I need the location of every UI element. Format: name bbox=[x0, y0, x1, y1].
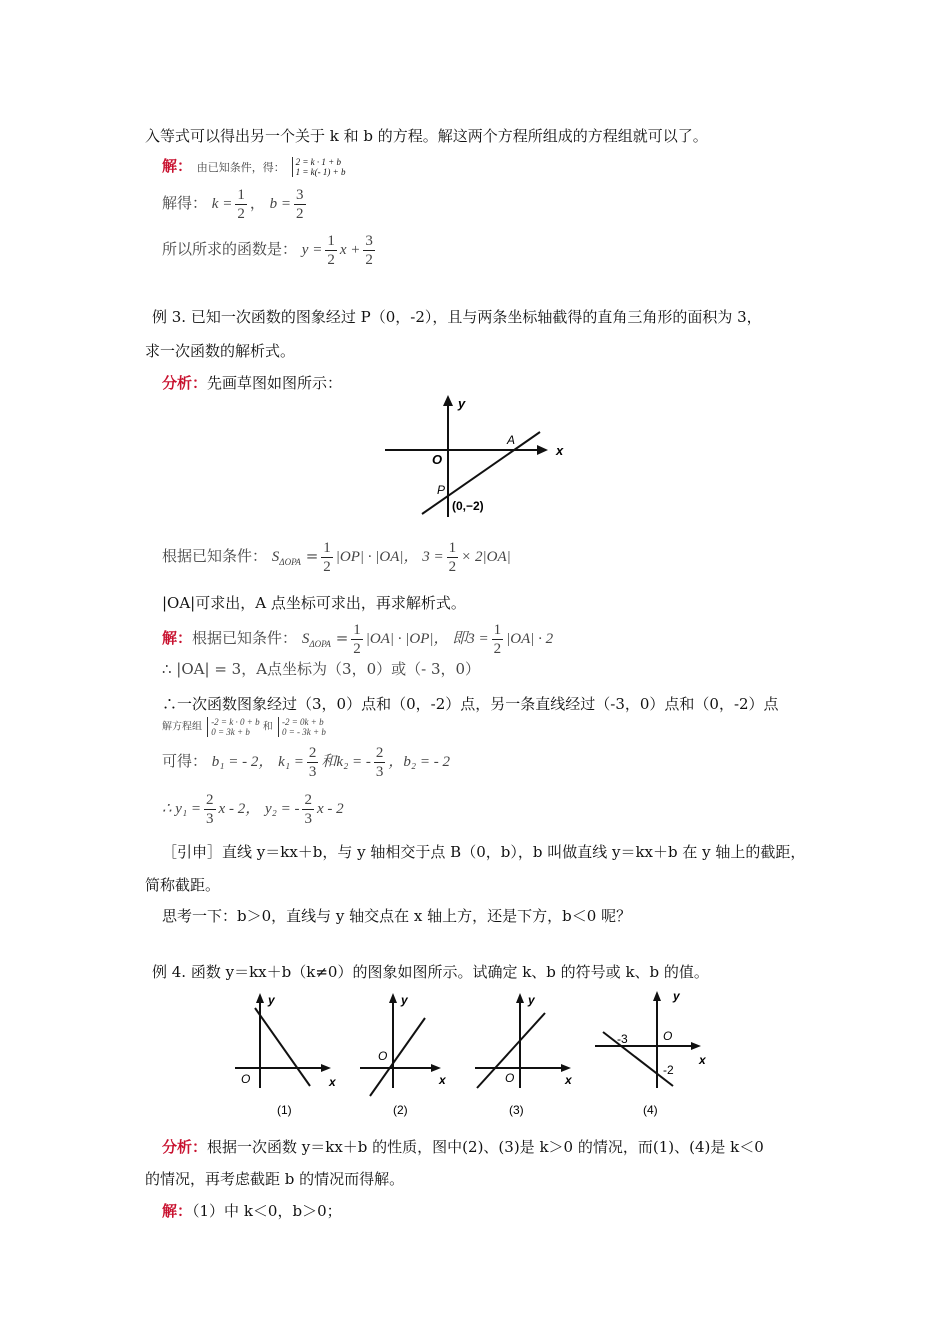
think-line: 思考一下：b＞0，直线与 y 轴交点在 x 轴上方，还是下方，b＜0 呢？ bbox=[162, 907, 632, 925]
svg-text:-2: -2 bbox=[663, 1063, 674, 1077]
svg-text:x: x bbox=[329, 1075, 336, 1089]
therefore-1: ∴ |OA| = 3，A点坐标为（3，0）或（- 3，0） bbox=[162, 660, 481, 678]
graph-2 bbox=[360, 993, 447, 1117]
analysis-3: 分析：先画草图如图所示： bbox=[162, 374, 343, 392]
function-result: 所以所求的函数是： y = $\frac{1}{2}$ x + $\frac{3}{2}$ bbox=[162, 232, 373, 268]
solution-label: 解： bbox=[162, 157, 193, 175]
x-label: x bbox=[556, 443, 564, 458]
graph-4 bbox=[595, 989, 707, 1117]
svg-text:O: O bbox=[241, 1072, 251, 1086]
svg-text:O: O bbox=[505, 1071, 515, 1085]
example-4: 例 4. 函数 y＝kx＋b（k≠0）的图象如图所示。试确定 k、b 的符号或 k、b 的值。 bbox=[152, 963, 709, 981]
svg-text:(1): (1) bbox=[277, 1103, 292, 1117]
solution-3: 解：根据已知条件： $S_{\Delta OPA}$ = $\frac{1}{2}$ |OA| · |OP|， 即3 = $\frac{1}{2}$ |OA| · 2 bbox=[162, 621, 554, 657]
example-4-graphs bbox=[225, 988, 715, 1123]
svg-text:x: x bbox=[439, 1073, 446, 1087]
svg-text:(4): (4) bbox=[643, 1103, 658, 1117]
conditions: 根据已知条件： $S_{\Delta OPA}$ = $\frac{1}{2}$ |OP| · |OA|， 3 = $\frac{1}{2}$ × 2|OA| bbox=[162, 539, 511, 575]
svg-text:-3: -3 bbox=[617, 1032, 628, 1046]
equation-system: 2 = k · 1 + b 1 = k(- 1) + b bbox=[292, 157, 346, 177]
point-p-label: P bbox=[437, 483, 446, 497]
solved-values: 解得： k = $\frac{1}{2}$ ， b = $\frac{3}{2}$ bbox=[162, 186, 304, 222]
graph-3 bbox=[475, 993, 573, 1117]
note-line1: ［引申］直线 y＝kx＋b，与 y 轴相交于点 B（0，b），b 叫做直线 y＝kx＋b 在 y 轴上的截距， bbox=[162, 843, 806, 861]
svg-text:O: O bbox=[663, 1029, 673, 1043]
svg-text:O: O bbox=[378, 1049, 388, 1063]
svg-text:x: x bbox=[565, 1073, 572, 1087]
svg-text:(3): (3) bbox=[509, 1103, 524, 1117]
therefore-2: ∴一次函数图象经过（3，0）点和（0，-2）点，另一条直线经过（-3，0）点和（0，-2）点 bbox=[162, 695, 779, 713]
svg-text:y: y bbox=[673, 989, 680, 1003]
svg-text:y: y bbox=[528, 993, 535, 1007]
note-line2: 简称截距。 bbox=[145, 876, 221, 894]
analysis-4-line2: 的情况，再考虑截距 b 的情况而得解。 bbox=[145, 1170, 405, 1188]
text-line: 入等式可以得出另一个关于 k 和 b 的方程。解这两个方程所组成的方程组就可以了。 bbox=[145, 127, 708, 145]
analysis-4-line1: 分析：根据一次函数 y＝kx＋b 的性质，图中(2)、(3)是 k＞0 的情况，而(1)、(4)是 k＜0 bbox=[162, 1138, 764, 1156]
example-3-line2: 求一次函数的解析式。 bbox=[145, 342, 296, 360]
solution-1: 解： 由已知条件，得： 2 = k · 1 + b 1 = k(- 1) + b bbox=[162, 157, 346, 177]
y-label: y bbox=[458, 396, 466, 411]
svg-text:y: y bbox=[401, 993, 408, 1007]
result-values: 可得： b₁ = - 2， k₁ = $\frac{2}{3}$ 和k₂ = - $\frac{2}{3}$ ，b₂ = - 2 bbox=[162, 744, 451, 780]
point-a-label: A bbox=[507, 433, 516, 447]
svg-text:x: x bbox=[699, 1053, 706, 1067]
solution-4: 解：（1）中 k＜0，b＞0； bbox=[162, 1202, 342, 1220]
svg-text:y: y bbox=[268, 993, 275, 1007]
point-p-coord: (0,−2) bbox=[452, 499, 484, 513]
graph-1 bbox=[235, 993, 337, 1117]
sketch-graph bbox=[380, 392, 580, 522]
origin-label: O bbox=[432, 452, 443, 467]
equation-systems: 解方程组 -2 = k · 0 + b 0 = 3k + b 和 -2 = 0k + b 0 = - 3k + b bbox=[162, 717, 326, 737]
final-functions: ∴ y₁ = $\frac{2}{3}$ x - 2， y₂ = - $\frac{2}{3}$ x - 2 bbox=[162, 791, 344, 827]
oa-line: |OA|可求出，A 点坐标可求出，再求解析式。 bbox=[162, 594, 466, 612]
example-3-line1: 例 3. 已知一次函数的图象经过 P（0，-2），且与两条坐标轴截得的直角三角形的面积为 3， bbox=[152, 308, 762, 326]
svg-text:(2): (2) bbox=[393, 1103, 408, 1117]
